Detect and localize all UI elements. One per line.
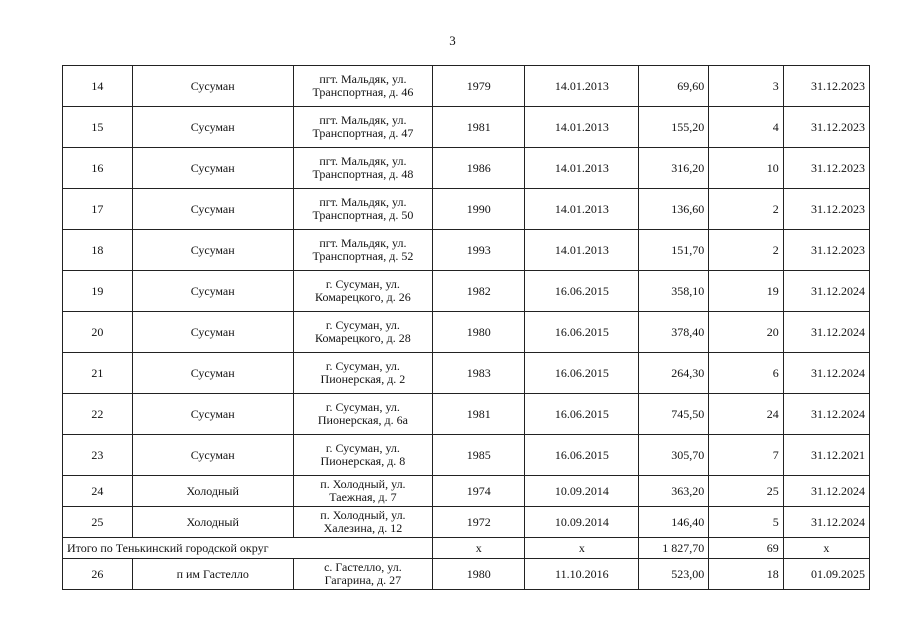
row-town: Сусуман — [132, 394, 293, 435]
row-town: Сусуман — [132, 107, 293, 148]
row-address — [293, 107, 433, 148]
row-number: 15 — [63, 107, 133, 148]
total-row — [63, 538, 870, 559]
row-area: 305,70 — [639, 435, 709, 476]
row-year: 1974 — [433, 476, 525, 507]
address-line-1: п. Холодный, ул. — [320, 477, 406, 491]
row-town: Сусуман — [132, 66, 293, 107]
table-row — [63, 559, 870, 590]
table-row — [63, 312, 870, 353]
row-date: 16.06.2015 — [525, 394, 639, 435]
row-due-date: 31.12.2024 — [783, 271, 869, 312]
row-number: 25 — [63, 507, 133, 538]
address-line-2: Транспортная, д. 52 — [312, 249, 414, 263]
row-date: 16.06.2015 — [525, 271, 639, 312]
page-number: 3 — [449, 33, 456, 48]
address-line-1: г. Сусуман, ул. — [325, 359, 400, 373]
row-number: 23 — [63, 435, 133, 476]
address-line-1: г. Сусуман, ул. — [325, 400, 400, 414]
address-line-1: пгт. Мальдяк, ул. — [319, 236, 407, 250]
address-line-2: Транспортная, д. 48 — [312, 167, 414, 181]
row-area: 136,60 — [639, 189, 709, 230]
row-area: 146,40 — [639, 507, 709, 538]
table-row — [63, 189, 870, 230]
address-line-2: Пионерская, д. 2 — [320, 372, 406, 386]
table-row — [63, 230, 870, 271]
address-line-1: пгт. Мальдяк, ул. — [319, 72, 407, 86]
row-year: 1982 — [433, 271, 525, 312]
total-year: х — [433, 538, 525, 559]
table-row — [63, 148, 870, 189]
row-area: 151,70 — [639, 230, 709, 271]
row-number: 14 — [63, 66, 133, 107]
row-area: 264,30 — [639, 353, 709, 394]
row-date: 16.06.2015 — [525, 435, 639, 476]
row-year: 1980 — [433, 559, 525, 590]
address-line-2: Гагарина, д. 27 — [324, 573, 402, 587]
row-town: Сусуман — [132, 353, 293, 394]
table-row — [63, 507, 870, 538]
row-count: 5 — [709, 507, 784, 538]
row-town: Сусуман — [132, 435, 293, 476]
row-year: 1972 — [433, 507, 525, 538]
row-area: 358,10 — [639, 271, 709, 312]
row-year: 1990 — [433, 189, 525, 230]
row-due-date: 31.12.2023 — [783, 148, 869, 189]
row-address — [293, 230, 433, 271]
row-due-date: 31.12.2023 — [783, 189, 869, 230]
row-town: Сусуман — [132, 230, 293, 271]
row-address — [293, 559, 433, 590]
row-area: 523,00 — [639, 559, 709, 590]
row-address — [293, 507, 433, 538]
row-year: 1985 — [433, 435, 525, 476]
row-date: 14.01.2013 — [525, 230, 639, 271]
row-year: 1979 — [433, 66, 525, 107]
table-body — [63, 66, 870, 590]
row-count: 6 — [709, 353, 784, 394]
row-due-date: 31.12.2023 — [783, 107, 869, 148]
row-number: 26 — [63, 559, 133, 590]
address-line-2: Комарецкого, д. 28 — [315, 331, 411, 345]
row-count: 20 — [709, 312, 784, 353]
table-row — [63, 66, 870, 107]
row-count: 4 — [709, 107, 784, 148]
row-area: 155,20 — [639, 107, 709, 148]
table-row — [63, 476, 870, 507]
table-row — [63, 353, 870, 394]
total-label: Итого по Тенькинский городской округ — [63, 538, 433, 559]
row-date: 14.01.2013 — [525, 189, 639, 230]
row-address — [293, 312, 433, 353]
row-date: 14.01.2013 — [525, 148, 639, 189]
row-count: 18 — [709, 559, 784, 590]
row-year: 1993 — [433, 230, 525, 271]
row-due-date: 31.12.2024 — [783, 312, 869, 353]
address-line-2: Транспортная, д. 46 — [312, 85, 414, 99]
row-count: 10 — [709, 148, 784, 189]
row-town: Холодный — [132, 476, 293, 507]
row-number: 16 — [63, 148, 133, 189]
address-line-1: с. Гастелло, ул. — [324, 560, 402, 574]
row-area: 69,60 — [639, 66, 709, 107]
address-line-2: Транспортная, д. 50 — [312, 208, 414, 222]
row-number: 21 — [63, 353, 133, 394]
row-address — [293, 271, 433, 312]
row-year: 1983 — [433, 353, 525, 394]
row-address — [293, 435, 433, 476]
address-line-2: Таежная, д. 7 — [329, 490, 397, 504]
row-date: 16.06.2015 — [525, 312, 639, 353]
row-address — [293, 148, 433, 189]
row-number: 19 — [63, 271, 133, 312]
row-date: 14.01.2013 — [525, 66, 639, 107]
row-number: 20 — [63, 312, 133, 353]
row-year: 1981 — [433, 394, 525, 435]
row-area: 378,40 — [639, 312, 709, 353]
row-date: 16.06.2015 — [525, 353, 639, 394]
row-date: 10.09.2014 — [525, 507, 639, 538]
table-row — [63, 107, 870, 148]
table-row — [63, 271, 870, 312]
row-due-date: 31.12.2021 — [783, 435, 869, 476]
row-number: 22 — [63, 394, 133, 435]
address-line-2: Транспортная, д. 47 — [312, 126, 414, 140]
row-due-date: 01.09.2025 — [783, 559, 869, 590]
total-due: х — [783, 538, 869, 559]
row-year: 1981 — [433, 107, 525, 148]
row-address — [293, 476, 433, 507]
row-town: п им Гастелло — [132, 559, 293, 590]
address-line-1: г. Сусуман, ул. — [325, 441, 400, 455]
row-year: 1986 — [433, 148, 525, 189]
row-town: Сусуман — [132, 271, 293, 312]
row-due-date: 31.12.2023 — [783, 66, 869, 107]
row-number: 18 — [63, 230, 133, 271]
row-area: 363,20 — [639, 476, 709, 507]
row-area: 745,50 — [639, 394, 709, 435]
address-line-1: пгт. Мальдяк, ул. — [319, 195, 407, 209]
row-area: 316,20 — [639, 148, 709, 189]
address-line-2: Комарецкого, д. 26 — [315, 290, 411, 304]
row-address — [293, 66, 433, 107]
table-row — [63, 394, 870, 435]
row-count: 3 — [709, 66, 784, 107]
address-line-1: г. Сусуман, ул. — [325, 318, 400, 332]
row-due-date: 31.12.2024 — [783, 353, 869, 394]
row-year: 1980 — [433, 312, 525, 353]
row-count: 19 — [709, 271, 784, 312]
row-town: Сусуман — [132, 312, 293, 353]
address-line-1: пгт. Мальдяк, ул. — [319, 154, 407, 168]
row-date: 11.10.2016 — [525, 559, 639, 590]
total-date: х — [525, 538, 639, 559]
total-count: 69 — [709, 538, 784, 559]
address-line-1: пгт. Мальдяк, ул. — [319, 113, 407, 127]
address-line-2: Пионерская, д. 6а — [317, 413, 408, 427]
row-address — [293, 189, 433, 230]
address-line-2: Пионерская, д. 8 — [320, 454, 406, 468]
row-count: 2 — [709, 189, 784, 230]
address-line-1: г. Сусуман, ул. — [325, 277, 400, 291]
row-due-date: 31.12.2024 — [783, 507, 869, 538]
row-date: 14.01.2013 — [525, 107, 639, 148]
row-due-date: 31.12.2023 — [783, 230, 869, 271]
housing-table — [62, 65, 870, 590]
row-address — [293, 394, 433, 435]
row-number: 17 — [63, 189, 133, 230]
row-town: Сусуман — [132, 148, 293, 189]
address-line-1: п. Холодный, ул. — [320, 508, 406, 522]
row-due-date: 31.12.2024 — [783, 394, 869, 435]
row-count: 7 — [709, 435, 784, 476]
total-area: 1 827,70 — [639, 538, 709, 559]
address-line-2: Халезина, д. 12 — [323, 521, 403, 535]
row-town: Сусуман — [132, 189, 293, 230]
row-address — [293, 353, 433, 394]
row-date: 10.09.2014 — [525, 476, 639, 507]
row-town: Холодный — [132, 507, 293, 538]
row-count: 24 — [709, 394, 784, 435]
row-count: 2 — [709, 230, 784, 271]
row-due-date: 31.12.2024 — [783, 476, 869, 507]
row-number: 24 — [63, 476, 133, 507]
row-count: 25 — [709, 476, 784, 507]
table-row — [63, 435, 870, 476]
